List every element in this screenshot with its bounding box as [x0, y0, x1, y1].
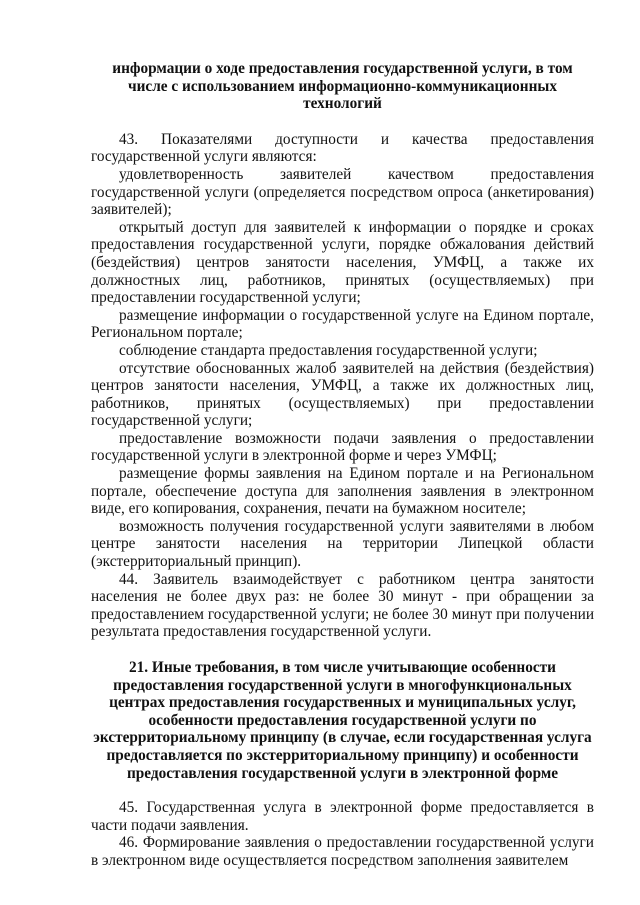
paragraph: открытый доступ для заявителей к информации о порядке и сроках предоставления государственной услуги, порядке обжалования действий (бездействия) центров занятости населения, УМФЦ, а также их должностных лиц, работников, принятых (осуществляемых) при предоставлении государственной услуги;: [91, 218, 594, 307]
document-page: [91, 60, 594, 870]
paragraph: 43. Показателями доступности и качества предоставления государственной услуги являются:: [91, 130, 594, 166]
paragraph: возможность получения государственной услуги заявителями в любом центре занятости населения на территории Липецкой области (экстерриториальный принцип).: [91, 517, 594, 571]
paragraph: 44. Заявитель взаимодействует с работником центра занятости населения не более двух раз: не более 30 минут - при обращении за предоставлением государственной услуги; не более 30 минут при получении результата предоставления государственной услуги.: [91, 570, 594, 641]
paragraph: отсутствие обоснованных жалоб заявителей на действия (бездействия) центров занятости населения, УМФЦ, а также их должностных лиц, работников, принятых (осуществляемых) при предоставлении государственной услуги;: [91, 359, 594, 430]
section-heading-top: информации о ходе предоставления государственной услуги, в том числе с использованием информационно-коммуникационных технологий: [112, 60, 573, 113]
paragraph: 46. Формирование заявления о предоставлении государственной услуги в электронном виде осуществляется посредством заполнения заявителем: [91, 834, 594, 869]
paragraph: размещение информации о государственной услуге на Едином портале, Региональном портале;: [91, 306, 594, 342]
paragraph: соблюдение стандарта предоставления государственной услуги;: [119, 341, 538, 359]
paragraph: 45. Государственная услуга в электронной форме предоставляется в части подачи заявления.: [91, 799, 594, 834]
paragraph: удовлетворенность заявителей качеством предоставления государственной услуги (определяется посредством опроса (анкетирования) заявителей);: [91, 165, 594, 219]
paragraph: размещение формы заявления на Едином портале и на Региональном портале, обеспечение доступа для заполнения заявления в электронном виде, его копирования, сохранения, печати на бумажном носителе;: [91, 465, 594, 518]
paragraph: предоставление возможности подачи заявления о предоставлении государственной услуги в электронной форме и через УМФЦ;: [91, 429, 594, 465]
section-heading-21: 21. Иные требования, в том числе учитывающие особенности предоставления государственной услуги в многофункциональных центрах предоставления государственных и муниципальных услуг, особенности предоставления государственной услуги по экстерриториальному принципу (в случае, если государственная услуга предоставляется по экстерриториальному принципу) и особенности предоставления государственной услуги в электронной форме: [93, 659, 592, 782]
